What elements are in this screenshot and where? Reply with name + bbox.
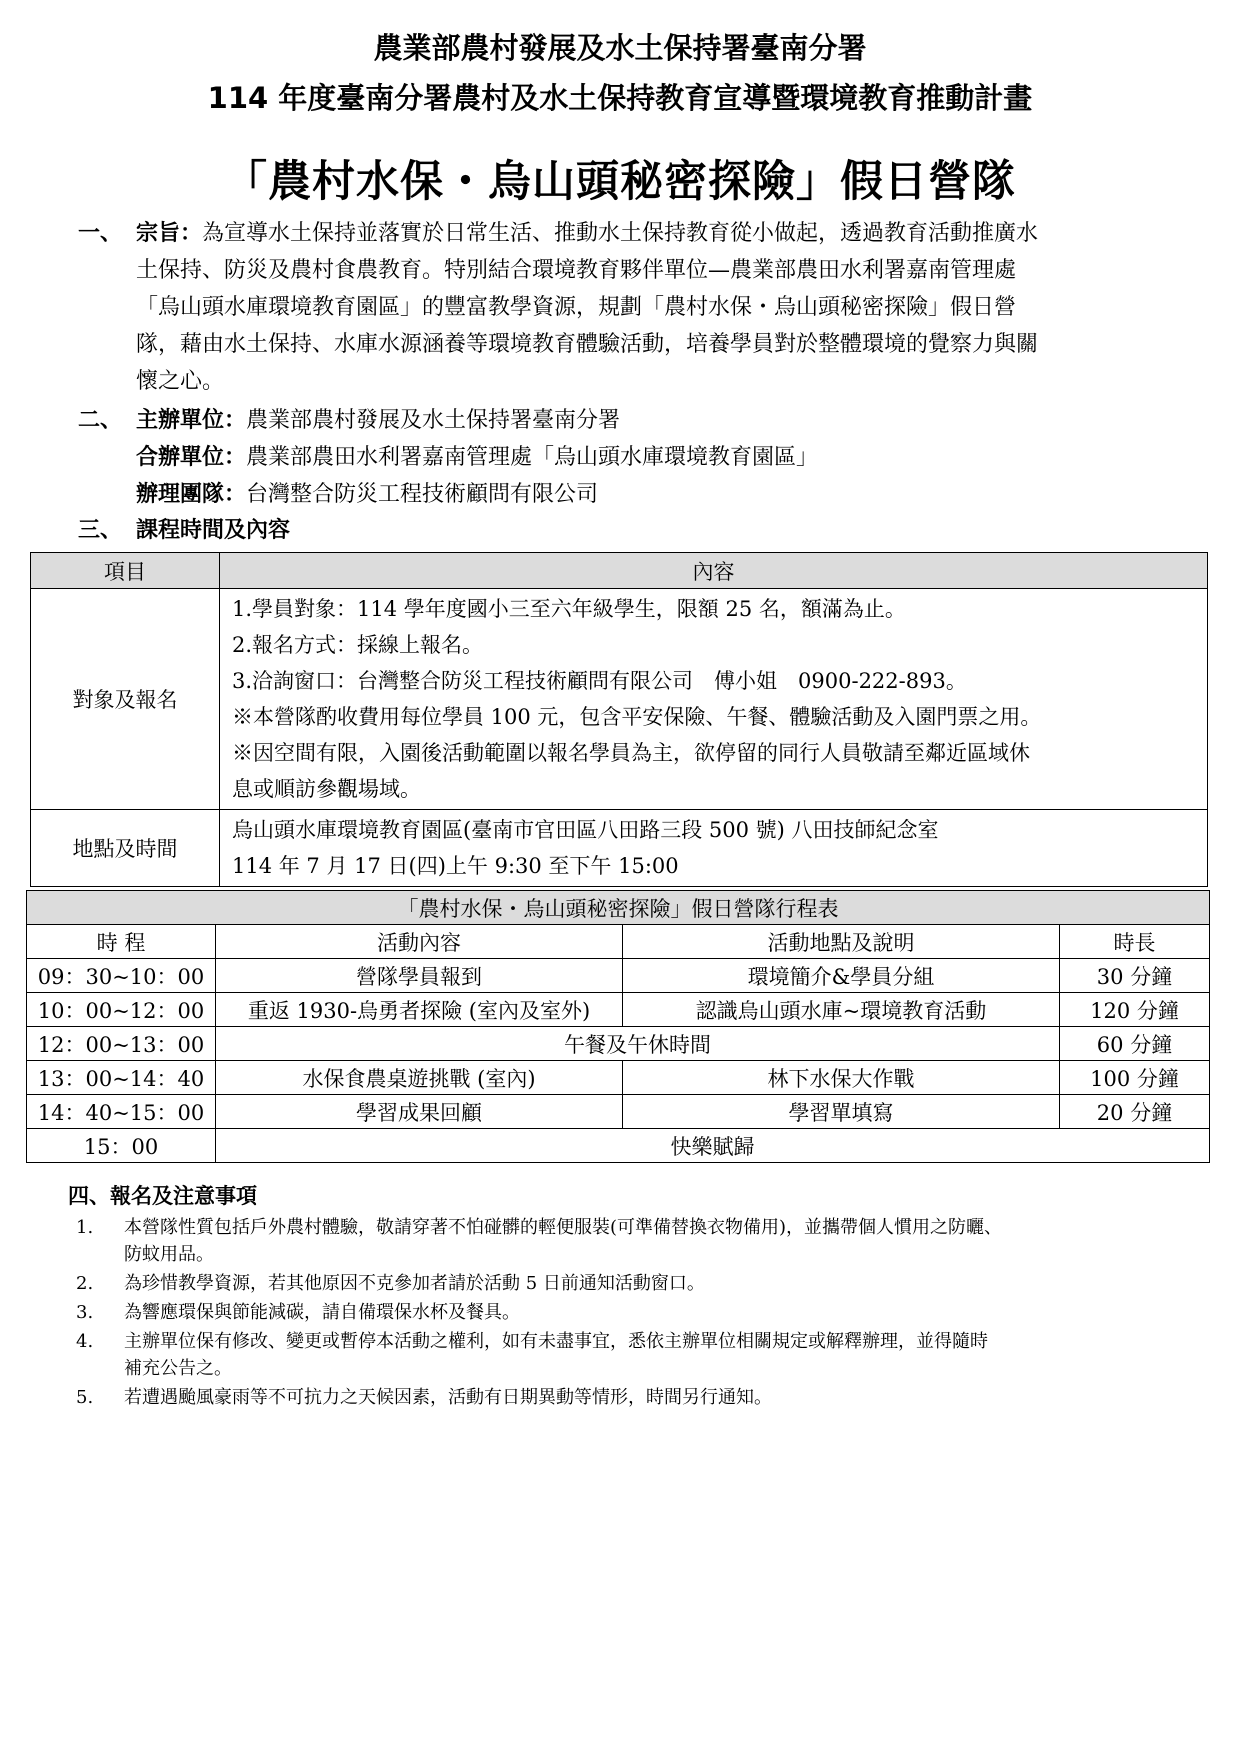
cell-duration: 30 分鐘 [1060, 959, 1210, 993]
note-text: 補充公告之。 [124, 1358, 232, 1379]
table-row [27, 1129, 1210, 1163]
note-number: 2. [76, 1273, 94, 1294]
note-text: 為珍惜教學資源，若其他原因不克參加者請於活動 5 日前通知活動窗口。 [124, 1273, 705, 1294]
course-title: 課程時間及內容 [136, 518, 291, 543]
header-location: 活動地點及說明 [623, 925, 1060, 959]
notes-title: 四、報名及注意事項 [68, 1184, 257, 1208]
cell-time: 13：00~14：40 [27, 1061, 216, 1095]
cell-duration: 120 分鐘 [1060, 993, 1210, 1027]
cell-duration: 20 分鐘 [1060, 1095, 1210, 1129]
cell-location: 環境簡介&學員分組 [623, 959, 1060, 993]
note-number: 1. [76, 1217, 94, 1238]
cell-time: 12：00~13：00 [27, 1027, 216, 1061]
note-number: 3. [76, 1302, 94, 1323]
row-content [220, 810, 1208, 887]
col-content: 內容 [220, 553, 1208, 589]
cell-time: 09：30~10：00 [27, 959, 216, 993]
cell-duration: 60 分鐘 [1060, 1027, 1210, 1061]
cell-time: 14：40~15：00 [27, 1095, 216, 1129]
team-line [136, 476, 1168, 513]
info-header-row [31, 553, 1208, 589]
info-row-registration [31, 589, 1208, 810]
section-number: 二、 [78, 408, 123, 433]
content-line: 114 年 7 月 17 日(四)上午 9:30 至下午 15:00 [232, 854, 679, 878]
section-organizers [78, 402, 1168, 513]
host-line [136, 402, 1168, 439]
schedule-caption: 「農村水保・烏山頭秘密探險」假日營隊行程表 [27, 891, 1210, 925]
schedule-caption-row [27, 891, 1210, 925]
org-title: 農業部農村發展及水土保持署臺南分署 [373, 31, 867, 65]
section-number: 三、 [78, 518, 123, 543]
purpose-line: 「烏山頭水庫環境教育園區」的豐富教學資源，規劃「農村水保・烏山頭秘密探險」假日營 [136, 295, 1017, 320]
section-purpose [78, 215, 1168, 400]
cell-activity: 快樂賦歸 [216, 1129, 1210, 1163]
row-content [220, 589, 1208, 810]
note-text: 若遭遇颱風豪雨等不可抗力之天候因素，活動有日期異動等情形，時間另行通知。 [124, 1387, 772, 1408]
content-line: 烏山頭水庫環境教育園區(臺南市官田區八田路三段 500 號) 八田技師紀念室 [232, 818, 939, 842]
schedule-table [26, 890, 1210, 1163]
cell-location: 認識烏山頭水庫~環境教育活動 [623, 993, 1060, 1027]
list-item [68, 1214, 1188, 1268]
purpose-line [136, 215, 1168, 252]
note-text: 為響應環保與節能減碳，請自備環保水杯及餐具。 [124, 1302, 520, 1323]
table-row [27, 959, 1210, 993]
note-number: 4. [76, 1331, 94, 1352]
plan-title: 114 年度臺南分署農村及水土保持教育宣導暨環境教育推動計畫 [207, 81, 1033, 115]
table-row [27, 1061, 1210, 1095]
cell-time: 10：00~12：00 [27, 993, 216, 1027]
list-item [68, 1328, 1188, 1382]
host-value: 農業部農村發展及水土保持署臺南分署 [246, 408, 621, 433]
table-row [27, 1027, 1210, 1061]
section-notes [68, 1180, 1188, 1411]
cell-activity: 午餐及午休時間 [216, 1027, 1060, 1061]
co-host-label: 合辦單位： [136, 445, 247, 470]
cell-time: 15：00 [27, 1129, 216, 1163]
table-row [27, 1095, 1210, 1129]
schedule-header-row [27, 925, 1210, 959]
purpose-line: 隊，藉由水土保持、水庫水源涵養等環境教育體驗活動，培養學員對於整體環境的覺察力與關 [136, 332, 1039, 357]
content-line: 息或順訪參觀場域。 [232, 777, 421, 801]
header-time: 時 程 [27, 925, 216, 959]
row-label: 地點及時間 [31, 810, 220, 887]
content-line: 1.學員對象：114 學年度國小三至六年級學生，限額 25 名，額滿為止。 [232, 597, 906, 621]
cell-activity: 營隊學員報到 [216, 959, 623, 993]
team-label: 辦理團隊： [136, 482, 247, 507]
note-text: 本營隊性質包括戶外農村體驗，敬請穿著不怕碰髒的輕便服裝(可準備替換衣物備用)，並攜帶個人慣用之防曬、 [124, 1217, 1003, 1238]
purpose-label: 宗旨： [136, 221, 203, 246]
table-row [27, 993, 1210, 1027]
purpose-text: 為宣導水土保持並落實於日常生活、推動水土保持教育從小做起，透過教育活動推廣水 [202, 221, 1039, 246]
info-table [30, 552, 1208, 887]
header-activity: 活動內容 [216, 925, 623, 959]
note-number: 5. [76, 1387, 94, 1408]
content-line: 3.洽詢窗口：台灣整合防災工程技術顧問有限公司 傅小姐 0900-222-893。 [232, 669, 967, 693]
camp-title: 「農村水保・烏山頭秘密探險」假日營隊 [224, 157, 1016, 207]
content-line: 2.報名方式：採線上報名。 [232, 633, 484, 657]
list-item [68, 1270, 1188, 1297]
host-label: 主辦單位： [136, 408, 247, 433]
purpose-line: 土保持、防災及農村食農教育。特別結合環境教育夥伴單位—農業部農田水利署嘉南管理處 [136, 258, 1017, 283]
co-host-line [136, 439, 1168, 476]
cell-activity: 水保食農桌遊挑戰 (室內) [216, 1061, 623, 1095]
list-item [68, 1299, 1188, 1326]
section-course [78, 512, 1168, 549]
note-text: 防蚊用品。 [124, 1244, 214, 1265]
co-host-value: 農業部農田水利署嘉南管理處「烏山頭水庫環境教育園區」 [246, 445, 819, 470]
cell-location: 學習單填寫 [623, 1095, 1060, 1129]
section-number: 一、 [78, 221, 123, 246]
note-text: 主辦單位保有修改、變更或暫停本活動之權利，如有未盡事宜，悉依主辦單位相關規定或解釋辦理，並得隨時 [124, 1331, 988, 1352]
col-item: 項目 [31, 553, 220, 589]
team-value: 台灣整合防災工程技術顧問有限公司 [246, 482, 599, 507]
purpose-line: 懷之心。 [136, 369, 225, 394]
content-line: ※本營隊酌收費用每位學員 100 元，包含平安保險、午餐、體驗活動及入園門票之用。 [232, 705, 1042, 729]
cell-duration: 100 分鐘 [1060, 1061, 1210, 1095]
cell-location: 林下水保大作戰 [623, 1061, 1060, 1095]
info-row-location [31, 810, 1208, 887]
cell-activity: 學習成果回顧 [216, 1095, 623, 1129]
row-label: 對象及報名 [31, 589, 220, 810]
cell-activity: 重返 1930-烏勇者探險 (室內及室外) [216, 993, 623, 1027]
content-line: ※因空間有限，入園後活動範圍以報名學員為主，欲停留的同行人員敬請至鄰近區域休 [232, 741, 1030, 765]
header-duration: 時長 [1060, 925, 1210, 959]
list-item [68, 1384, 1188, 1411]
